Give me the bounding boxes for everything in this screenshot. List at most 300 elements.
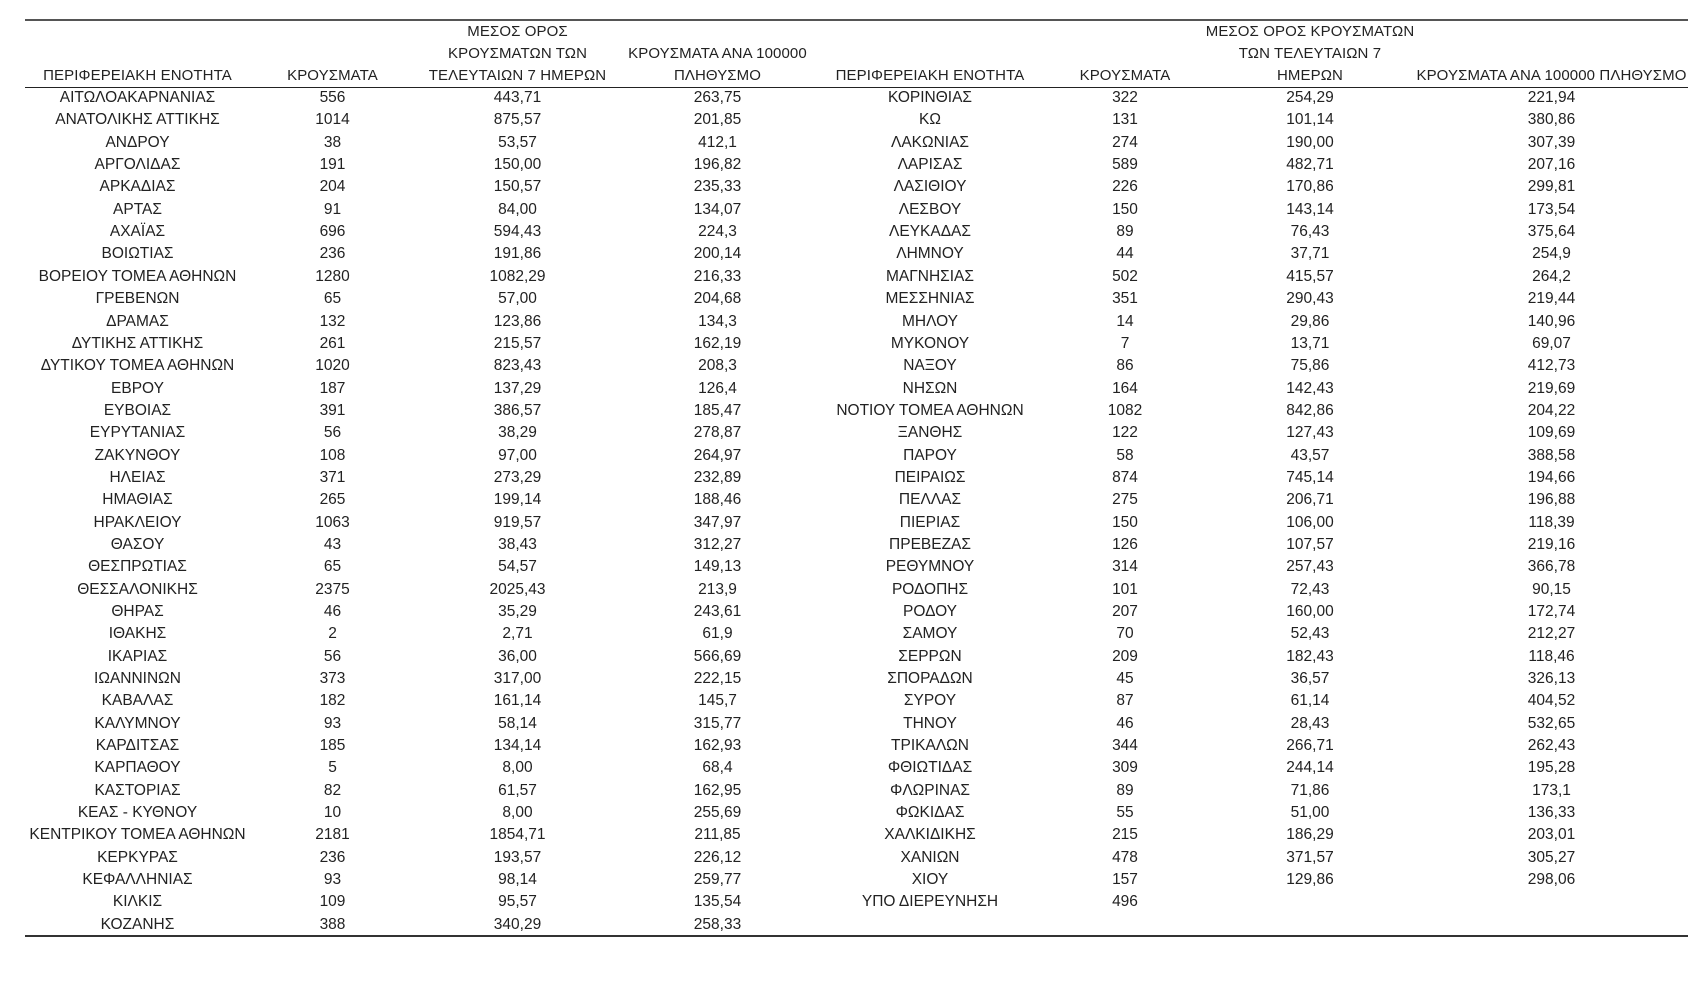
right-cases-cell: 309 — [1112, 759, 1138, 777]
right-region-cell: ΣΥΡΟΥ — [903, 692, 957, 710]
right-avg7-cell — [1205, 891, 1415, 913]
right-cases-cell: 89 — [1116, 223, 1134, 241]
left-per100k-cell: 259,77 — [693, 871, 742, 889]
table-row — [25, 199, 1688, 221]
right-region-cell: ΥΠΟ ΔΙΕΡΕΥΝΗΣΗ — [861, 893, 999, 911]
left-per100k-cell: 185,47 — [693, 401, 742, 419]
right-region-cell: ΠΙΕΡΙΑΣ — [899, 513, 961, 531]
left-cases-cell: 2181 — [315, 826, 350, 844]
table-row — [25, 176, 1688, 198]
left-region-cell: ΚΟΖΑΝΗΣ — [100, 915, 175, 933]
left-per100k-cell: 135,54 — [693, 893, 742, 911]
left-avg7-cell: 36,00 — [498, 647, 537, 665]
left-cases-cell: 56 — [323, 424, 342, 442]
right-per100k-cell: 404,52 — [1527, 692, 1576, 710]
table-row — [25, 243, 1688, 265]
right-per100k-cell: 212,27 — [1527, 625, 1576, 643]
left-region-cell: ΔΥΤΙΚΟΥ ΤΟΜΕΑ ΑΘΗΝΩΝ — [40, 357, 235, 375]
left-region-cell: ΚΕΦΑΛΛΗΝΙΑΣ — [82, 871, 193, 889]
right-avg7-cell: 254,29 — [1286, 89, 1334, 107]
left-per100k-cell: 263,75 — [693, 89, 742, 107]
right-region-cell: ΜΗΛΟΥ — [901, 312, 959, 330]
left-per100k-cell: 145,7 — [698, 692, 737, 710]
left-cases-cell: 1280 — [315, 267, 350, 285]
left-region-cell: ΒΟΡΕΙΟΥ ΤΟΜΕΑ ΑΘΗΝΩΝ — [38, 267, 237, 285]
left-per100k-cell: 211,85 — [694, 826, 741, 844]
right-per100k-cell: 221,94 — [1527, 89, 1576, 107]
right-cases-cell: 215 — [1112, 826, 1138, 844]
left-per100k-cell: 208,3 — [698, 357, 737, 375]
table-row — [25, 333, 1688, 355]
header-region-right: ΠΕΡΙΦΕΡΕΙΑΚΗ ΕΝΟΤΗΤΑ — [835, 67, 1025, 84]
right-cases-cell: 226 — [1112, 178, 1138, 196]
left-cases-cell: 191 — [319, 156, 346, 174]
left-cases-cell: 182 — [319, 692, 346, 710]
left-cases-cell: 93 — [323, 871, 342, 889]
left-per100k-cell: 162,93 — [693, 737, 742, 755]
right-per100k-cell: 532,65 — [1527, 714, 1576, 732]
left-avg7-cell: 54,57 — [498, 558, 537, 576]
right-per100k-cell: 219,16 — [1527, 535, 1576, 553]
left-cases-cell: 46 — [323, 602, 342, 620]
header-avg7-right: ΜΕΣΟΣ ΟΡΟΣ ΚΡΟΥΣΜΑΤΩΝ ΤΩΝ ΤΕΛΕΥΤΑΙΩΝ 7 ΗΜΕΡΩΝ — [1205, 23, 1415, 84]
left-per100k-cell: 315,77 — [693, 714, 742, 732]
header-per100k-left: ΚΡΟΥΣΜΑΤΑ ΑΝΑ 100000 ΠΛΗΘΥΣΜΟ — [628, 45, 807, 84]
table-row — [25, 512, 1688, 534]
right-avg7-cell: 842,86 — [1286, 401, 1334, 419]
right-cases-cell: 150 — [1112, 513, 1138, 531]
left-avg7-cell: 98,14 — [498, 871, 537, 889]
left-avg7-cell: 53,57 — [498, 133, 537, 151]
right-region-cell: ΛΑΚΩΝΙΑΣ — [890, 133, 970, 151]
table-header-row — [25, 21, 1688, 87]
table-row — [25, 422, 1688, 444]
table-row — [25, 869, 1688, 891]
left-region-cell: ΘΕΣΠΡΩΤΙΑΣ — [88, 558, 187, 576]
table-row — [25, 288, 1688, 310]
left-avg7-cell: 215,57 — [493, 334, 542, 352]
right-avg7-cell — [1205, 914, 1415, 936]
table-row — [25, 132, 1688, 154]
right-per100k-cell — [1415, 891, 1688, 913]
right-region-cell: ΠΑΡΟΥ — [903, 446, 957, 464]
right-region-cell: ΦΛΩΡΙΝΑΣ — [889, 781, 971, 799]
left-per100k-cell: 222,15 — [693, 670, 742, 687]
table-row — [25, 757, 1688, 779]
left-cases-cell: 5 — [328, 759, 337, 777]
left-avg7-cell: 340,29 — [493, 915, 542, 933]
left-avg7-cell: 1854,71 — [489, 826, 546, 844]
left-per100k-cell: 255,69 — [693, 804, 742, 822]
left-region-cell: ΘΑΣΟΥ — [110, 535, 165, 553]
left-per100k-cell: 224,3 — [698, 223, 737, 241]
table-row — [25, 690, 1688, 712]
right-cases-cell: 314 — [1112, 558, 1138, 576]
right-cases-cell: 70 — [1116, 625, 1134, 643]
left-region-cell: ΚΑΡΠΑΘΟΥ — [94, 759, 181, 777]
left-region-cell: ΘΗΡΑΣ — [111, 602, 164, 620]
table-row — [25, 623, 1688, 645]
right-per100k-cell: 366,78 — [1527, 558, 1576, 576]
right-region-cell: ΛΕΣΒΟΥ — [898, 200, 962, 218]
table-row — [25, 601, 1688, 623]
right-avg7-cell: 51,00 — [1290, 804, 1330, 822]
right-avg7-cell: 61,14 — [1290, 692, 1330, 710]
left-avg7-cell: 823,43 — [493, 357, 542, 375]
table-row — [25, 310, 1688, 332]
left-avg7-cell: 97,00 — [498, 446, 537, 464]
right-per100k-cell: 219,44 — [1527, 290, 1576, 308]
left-region-cell: ΙΘΑΚΗΣ — [108, 625, 167, 643]
right-per100k-cell: 90,15 — [1532, 580, 1571, 598]
left-per100k-cell: 134,3 — [698, 312, 737, 330]
right-cases-cell: 275 — [1112, 491, 1138, 509]
left-avg7-cell: 2,71 — [502, 625, 533, 643]
right-per100k-cell: 194,66 — [1527, 468, 1576, 486]
right-per100k-cell: 412,73 — [1527, 357, 1576, 375]
left-per100k-cell: 226,12 — [693, 848, 742, 866]
left-cases-cell: 236 — [319, 848, 346, 866]
right-cases-cell: 89 — [1116, 781, 1134, 799]
right-cases-cell: 101 — [1112, 580, 1138, 598]
left-avg7-cell: 875,57 — [493, 111, 542, 129]
left-region-cell: ΗΜΑΘΙΑΣ — [102, 491, 173, 509]
bottom-rule — [25, 935, 1688, 937]
right-per100k-cell: 136,33 — [1527, 804, 1576, 822]
right-avg7-cell: 29,86 — [1290, 312, 1330, 330]
header-rule — [25, 87, 1688, 88]
table-row — [25, 802, 1688, 824]
right-cases-cell: 44 — [1116, 245, 1134, 263]
right-avg7-cell: 142,43 — [1286, 379, 1334, 397]
right-avg7-cell: 107,57 — [1286, 535, 1334, 553]
right-cases-cell: 1082 — [1107, 401, 1143, 419]
right-avg7-cell: 106,00 — [1286, 513, 1334, 531]
left-avg7-cell: 443,71 — [493, 89, 542, 107]
left-per100k-cell: 134,07 — [693, 200, 742, 218]
right-per100k-cell: 326,13 — [1527, 670, 1576, 687]
right-avg7-cell: 371,57 — [1286, 848, 1334, 866]
left-region-cell: ΚΕΑΣ - ΚΥΘΝΟΥ — [77, 804, 198, 822]
right-cases-cell — [1045, 914, 1205, 936]
header-region-left: ΠΕΡΙΦΕΡΕΙΑΚΗ ΕΝΟΤΗΤΑ — [43, 67, 232, 84]
right-per100k-cell: 69,07 — [1532, 334, 1571, 352]
left-region-cell: ΕΥΡΥΤΑΝΙΑΣ — [89, 424, 186, 442]
right-cases-cell: 45 — [1116, 670, 1134, 687]
left-cases-cell: 108 — [319, 446, 346, 464]
right-avg7-cell: 266,71 — [1286, 737, 1334, 755]
left-cases-cell: 265 — [319, 491, 346, 509]
left-region-cell: ΑΧΑΪΑΣ — [109, 223, 166, 241]
regional-cases-table — [25, 21, 1688, 936]
left-per100k-cell: 196,82 — [693, 156, 742, 174]
left-per100k-cell: 258,33 — [693, 915, 742, 933]
table-row — [25, 355, 1688, 377]
right-avg7-cell: 28,43 — [1290, 714, 1330, 732]
right-region-cell: ΚΟΡΙΝΘΙΑΣ — [887, 89, 973, 107]
right-avg7-cell: 72,43 — [1290, 580, 1330, 598]
right-per100k-cell: 173,54 — [1527, 200, 1576, 218]
left-avg7-cell: 38,29 — [498, 424, 537, 442]
right-region-cell: ΣΕΡΡΩΝ — [898, 647, 962, 665]
right-avg7-cell: 482,71 — [1286, 156, 1334, 174]
left-region-cell: ΙΩΑΝΝΙΝΩΝ — [94, 670, 181, 687]
left-cases-cell: 43 — [323, 535, 342, 553]
left-avg7-cell: 57,00 — [498, 290, 537, 308]
right-region-cell: ΝΗΣΩΝ — [902, 379, 958, 397]
left-avg7-cell: 919,57 — [493, 513, 542, 531]
table-row — [25, 780, 1688, 802]
right-cases-cell: 496 — [1112, 893, 1138, 911]
right-cases-cell: 209 — [1112, 647, 1138, 665]
right-cases-cell: 55 — [1116, 804, 1134, 822]
left-cases-cell: 93 — [323, 714, 342, 732]
right-cases-cell: 122 — [1112, 424, 1138, 442]
table-row — [25, 266, 1688, 288]
right-region-cell: ΠΡΕΒΕΖΑΣ — [889, 535, 971, 553]
right-region-cell: ΣΑΜΟΥ — [902, 625, 958, 643]
right-per100k-cell: 195,28 — [1527, 759, 1576, 777]
right-avg7-cell: 244,14 — [1286, 759, 1334, 777]
right-region-cell: ΛΑΡΙΣΑΣ — [897, 156, 963, 174]
table-row — [25, 221, 1688, 243]
right-per100k-cell: 262,43 — [1527, 737, 1576, 755]
right-cases-cell: 150 — [1112, 200, 1138, 218]
left-avg7-cell: 150,00 — [493, 156, 542, 174]
left-per100k-cell: 347,97 — [693, 513, 742, 531]
right-avg7-cell: 160,00 — [1286, 602, 1334, 620]
left-region-cell: ΗΡΑΚΛΕΙΟΥ — [93, 513, 182, 531]
left-cases-cell: 82 — [323, 781, 342, 799]
left-region-cell: ΓΡΕΒΕΝΩΝ — [95, 290, 180, 308]
right-avg7-cell: 182,43 — [1286, 647, 1334, 665]
left-per100k-cell: 566,69 — [693, 647, 742, 665]
table-row — [25, 579, 1688, 601]
left-per100k-cell: 264,97 — [693, 446, 742, 464]
left-avg7-cell: 594,43 — [493, 223, 542, 241]
left-avg7-cell: 2025,43 — [489, 580, 546, 598]
right-avg7-cell: 206,71 — [1286, 491, 1334, 509]
right-region-cell: ΜΑΓΝΗΣΙΑΣ — [886, 267, 974, 285]
right-region-cell: ΡΕΘΥΜΝΟΥ — [885, 558, 975, 576]
left-cases-cell: 2375 — [315, 580, 350, 598]
left-region-cell: ΚΑΛΥΜΝΟΥ — [94, 714, 181, 732]
left-per100k-cell: 278,87 — [693, 424, 742, 442]
left-cases-cell: 388 — [319, 915, 346, 933]
left-cases-cell: 65 — [323, 290, 342, 308]
left-per100k-cell: 188,46 — [693, 491, 742, 509]
right-cases-cell: 351 — [1112, 290, 1138, 308]
right-cases-cell: 14 — [1116, 312, 1134, 330]
right-per100k-cell: 109,69 — [1527, 424, 1576, 442]
left-avg7-cell: 58,14 — [498, 714, 537, 732]
left-cases-cell: 132 — [319, 312, 346, 330]
left-per100k-cell: 68,4 — [702, 759, 733, 777]
left-cases-cell: 556 — [319, 89, 346, 107]
left-per100k-cell: 201,85 — [693, 111, 742, 129]
left-region-cell: ΔΥΤΙΚΗΣ ΑΤΤΙΚΗΣ — [71, 334, 204, 352]
left-region-cell: ΚΕΝΤΡΙΚΟΥ ΤΟΜΕΑ ΑΘΗΝΩΝ — [29, 826, 246, 844]
table-row — [25, 713, 1688, 735]
left-cases-cell: 1063 — [315, 513, 350, 531]
left-avg7-cell: 123,86 — [493, 312, 542, 330]
left-region-cell: ΑΝΑΤΟΛΙΚΗΣ ΑΤΤΙΚΗΣ — [55, 111, 220, 129]
left-region-cell: ΗΛΕΙΑΣ — [109, 468, 166, 486]
right-per100k-cell: 118,39 — [1528, 513, 1575, 531]
right-avg7-cell: 75,86 — [1290, 357, 1330, 375]
right-per100k-cell: 299,81 — [1527, 178, 1576, 196]
table-row — [25, 377, 1688, 399]
left-region-cell: ΑΡΓΟΛΙΔΑΣ — [94, 156, 181, 174]
right-per100k-cell: 254,9 — [1532, 245, 1571, 263]
left-per100k-cell: 126,4 — [698, 379, 737, 397]
right-per100k-cell: 307,39 — [1527, 133, 1576, 151]
right-per100k-cell: 219,69 — [1527, 379, 1576, 397]
right-cases-cell: 46 — [1116, 714, 1134, 732]
table-row — [25, 400, 1688, 422]
right-region-cell: ΛΗΜΝΟΥ — [896, 245, 964, 263]
right-cases-cell: 207 — [1112, 602, 1138, 620]
left-avg7-cell: 273,29 — [493, 468, 542, 486]
left-avg7-cell: 84,00 — [498, 200, 537, 218]
left-cases-cell: 236 — [319, 245, 346, 263]
left-per100k-cell: 312,27 — [693, 535, 742, 553]
right-per100k-cell: 173,1 — [1532, 781, 1571, 799]
right-cases-cell: 164 — [1112, 379, 1138, 397]
right-avg7-cell: 186,29 — [1286, 826, 1334, 844]
right-region-cell: ΧΙΟΥ — [911, 871, 949, 889]
right-per100k-cell: 203,01 — [1527, 826, 1576, 844]
right-avg7-cell: 257,43 — [1286, 558, 1334, 576]
right-per100k-cell: 172,74 — [1527, 602, 1576, 620]
left-per100k-cell: 232,89 — [693, 468, 742, 486]
table-row — [25, 914, 1688, 936]
left-avg7-cell: 199,14 — [493, 491, 542, 509]
left-cases-cell: 187 — [319, 379, 346, 397]
left-region-cell: ΑΡΤΑΣ — [113, 200, 162, 218]
left-cases-cell: 56 — [323, 647, 342, 665]
table-row — [25, 534, 1688, 556]
right-region-cell: ΡΟΔΟΥ — [903, 602, 957, 620]
left-avg7-cell: 137,29 — [493, 379, 542, 397]
right-per100k-cell: 375,64 — [1527, 223, 1576, 241]
right-avg7-cell: 76,43 — [1290, 223, 1330, 241]
header-per100k-right: ΚΡΟΥΣΜΑΤΑ ΑΝΑ 100000 ΠΛΗΘΥΣΜΟ — [1416, 67, 1687, 84]
left-region-cell: ΕΥΒΟΙΑΣ — [103, 401, 172, 419]
right-avg7-cell: 101,14 — [1286, 111, 1334, 129]
right-cases-cell: 126 — [1112, 535, 1138, 553]
left-cases-cell: 204 — [319, 178, 346, 196]
left-cases-cell: 1020 — [315, 357, 350, 375]
left-cases-cell: 1014 — [315, 111, 350, 129]
right-avg7-cell: 415,57 — [1286, 267, 1334, 285]
right-per100k-cell — [1415, 914, 1688, 936]
right-region-cell: ΚΩ — [919, 111, 941, 129]
left-region-cell: ΔΡΑΜΑΣ — [106, 312, 169, 330]
right-per100k-cell: 388,58 — [1527, 446, 1576, 464]
right-per100k-cell: 196,88 — [1527, 491, 1576, 509]
right-region-cell: ΛΕΥΚΑΔΑΣ — [889, 223, 971, 241]
right-cases-cell: 344 — [1112, 737, 1138, 755]
right-per100k-cell: 140,96 — [1527, 312, 1576, 330]
left-cases-cell: 91 — [323, 200, 342, 218]
left-avg7-cell: 8,00 — [502, 759, 533, 777]
right-cases-cell: 502 — [1112, 267, 1138, 285]
left-per100k-cell: 61,9 — [702, 625, 733, 643]
left-region-cell: ΙΚΑΡΙΑΣ — [107, 647, 168, 665]
right-avg7-cell: 36,57 — [1290, 670, 1330, 687]
right-per100k-cell: 204,22 — [1527, 401, 1576, 419]
table-row — [25, 109, 1688, 131]
right-region-cell: ΤΡΙΚΑΛΩΝ — [891, 737, 969, 755]
right-region-cell: ΜΥΚΟΝΟΥ — [890, 334, 970, 352]
left-region-cell: ΒΟΙΩΤΙΑΣ — [101, 245, 174, 263]
left-per100k-cell: 162,19 — [693, 334, 742, 352]
right-per100k-cell: 380,86 — [1527, 111, 1576, 129]
left-region-cell: ΚΑΣΤΟΡΙΑΣ — [94, 781, 181, 799]
left-cases-cell: 109 — [319, 893, 346, 911]
right-cases-cell: 157 — [1112, 871, 1138, 889]
header-cases-right: ΚΡΟΥΣΜΑΤΑ — [1079, 67, 1171, 84]
left-per100k-cell: 216,33 — [693, 267, 742, 285]
table-row — [25, 646, 1688, 668]
table-row — [25, 668, 1688, 690]
right-avg7-cell: 52,43 — [1290, 625, 1330, 643]
right-avg7-cell: 170,86 — [1286, 178, 1334, 196]
right-avg7-cell: 143,14 — [1286, 200, 1334, 218]
right-cases-cell: 87 — [1116, 692, 1134, 710]
left-avg7-cell: 317,00 — [493, 670, 542, 687]
left-region-cell: ΚΑΒΑΛΑΣ — [101, 692, 174, 710]
right-avg7-cell: 37,71 — [1290, 245, 1330, 263]
left-per100k-cell: 204,68 — [693, 290, 742, 308]
right-region-cell: ΡΟΔΟΠΗΣ — [891, 580, 969, 598]
right-avg7-cell: 129,86 — [1286, 871, 1334, 889]
left-cases-cell: 185 — [319, 737, 346, 755]
left-per100k-cell: 243,61 — [693, 602, 742, 620]
left-cases-cell: 391 — [319, 401, 346, 419]
left-per100k-cell: 235,33 — [693, 178, 742, 196]
left-region-cell: ΑΡΚΑΔΙΑΣ — [99, 178, 176, 196]
table-body — [25, 87, 1688, 936]
table-row — [25, 467, 1688, 489]
left-cases-cell: 10 — [323, 804, 342, 822]
right-region-cell: ΝΟΤΙΟΥ ΤΟΜΕΑ ΑΘΗΝΩΝ — [836, 401, 1024, 419]
table-row — [25, 735, 1688, 757]
right-per100k-cell: 264,2 — [1532, 267, 1571, 285]
left-avg7-cell: 1082,29 — [489, 267, 546, 285]
right-region-cell: ΦΩΚΙΔΑΣ — [895, 804, 965, 822]
table-row — [25, 87, 1688, 109]
header-avg7-left: ΜΕΣΟΣ ΟΡΟΣ ΚΡΟΥΣΜΑΤΩΝ ΤΩΝ ΤΕΛΕΥΤΑΙΩΝ 7 ΗΜΕΡΩΝ — [428, 23, 607, 84]
left-region-cell: ΚΙΛΚΙΣ — [112, 893, 163, 911]
right-cases-cell: 274 — [1112, 133, 1138, 151]
right-avg7-cell: 190,00 — [1286, 133, 1334, 151]
right-region-cell — [815, 914, 1045, 936]
right-per100k-cell: 118,46 — [1528, 647, 1575, 665]
right-avg7-cell: 43,57 — [1290, 446, 1330, 464]
table-row — [25, 556, 1688, 578]
right-avg7-cell: 290,43 — [1286, 290, 1334, 308]
left-avg7-cell: 193,57 — [493, 848, 542, 866]
table-row — [25, 824, 1688, 846]
left-cases-cell: 38 — [323, 133, 342, 151]
right-cases-cell: 86 — [1116, 357, 1134, 375]
left-region-cell: ΚΕΡΚΥΡΑΣ — [97, 848, 178, 866]
left-cases-cell: 2 — [328, 625, 337, 643]
left-cases-cell: 696 — [319, 223, 346, 241]
right-per100k-cell: 298,06 — [1527, 871, 1576, 889]
